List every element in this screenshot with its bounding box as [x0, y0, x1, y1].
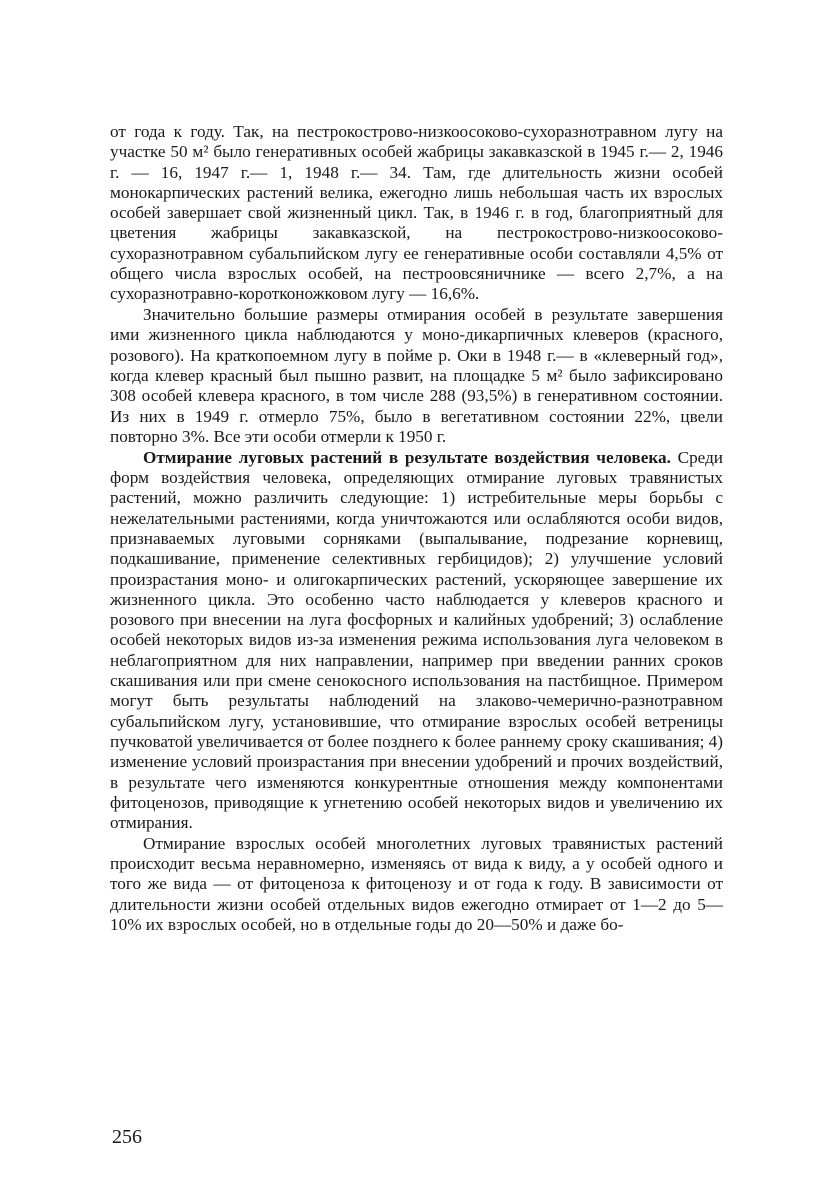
paragraph-1-text: от года к году. Так, на пестрокострово-низкоосоково-сухоразнотравном лугу на участке 50 м² было генеративных особей жабрицы закавказской в 1945 г.— 2, 1946 г. — 16, 1947 г.— 1, 1948 г.— 34. Там, где длительность жизни особей монокарпических растений велика, ежегодно лишь небольшая часть их взрослых особей завершает свой жизненный цикл. Так, в 1946 г. в год, благоприятный для цветения жабрицы закавказской, на пестрокострово-низкоосоково-сухоразнотравном субальпийском лугу ее генеративные особи составляли 4,5% от общего числа взрослых особей, на пестроовсяничнике — всего 2,7%, а на сухоразнотравно-коротконожковом лугу — 16,6%.: [110, 122, 723, 304]
paragraph-4: [110, 834, 723, 935]
paragraph-3-text: Среди форм воздействия человека, определяющих отмирание луговых травянистых растений, можно различить следующие: 1) истребительные меры борьбы с нежелательными растениями, когда уничтожаются или ослабляются особи видов, признаваемых луговыми сорняками (выпалывание, подрезание корневищ, подкашивание, применение селективных гербицидов); 2) улучшение условий произрастания моно- и олигокарпических растений, ускоряющее завершение их жизненного цикла. Это особенно часто наблюдается у клеверов красного и розового при внесении на луга фосфорных и калийных удобрений; 3) ослабление особей некоторых видов из-за изменения режима использования луга человеком в неблагоприятном для них направлении, например при введении ранних сроков скашивания или при смене сенокосного использования на пастбищное. Примером могут быть результаты наблюдений на злаково-чемерично-разнотравном субальпийском лугу, установившие, что отмирание взрослых особей ветреницы пучковатой увеличивается от более позднего к более раннему сроку скашивания; 4) изменение условий произрастания при внесении удобрений и прочих воздействий, в результате чего изменяются конкурентные отношения между компонентами фитоценозов, приводящие к угнетению особей некоторых видов и увеличению их отмирания.: [110, 447, 724, 833]
section-heading: Отмирание луговых растений в результате воздействия человека.: [143, 447, 671, 467]
body-text: [110, 122, 723, 935]
paragraph-4-text: Отмирание взрослых особей многолетних луговых травянистых растений происходит весьма неравномерно, изменяясь от вида к виду, а у особей одного и того же вида — от фитоценоза к фитоценозу и от года к году. В зависимости от длительности жизни особей отдельных видов ежегодно отмирает от 1—2 до 5—10% их взрослых особей, но в отдельные годы до 20—50% и даже бо-: [110, 833, 723, 935]
paragraph-2: [110, 305, 723, 447]
paragraph-2-text: Значительно большие размеры отмирания особей в результате завершения ими жизненного цикла наблюдаются у моно-дикарпичных клеверов (красного, розового). На краткопоемном лугу в пойме р. Оки в 1948 г.— в «клеверный год», когда клевер красный был пышно развит, на площадке 5 м² было зафиксировано 308 особей клевера красного, в том числе 288 (93,5%) в генеративном состоянии. Из них в 1949 г. отмерло 75%, было в вегетативном состоянии 22%, цвели повторно 3%. Все эти особи отмерли к 1950 г.: [110, 305, 723, 446]
paragraph-1: [110, 122, 723, 305]
paragraph-3: [110, 448, 723, 834]
page-number: 256: [112, 1126, 142, 1148]
